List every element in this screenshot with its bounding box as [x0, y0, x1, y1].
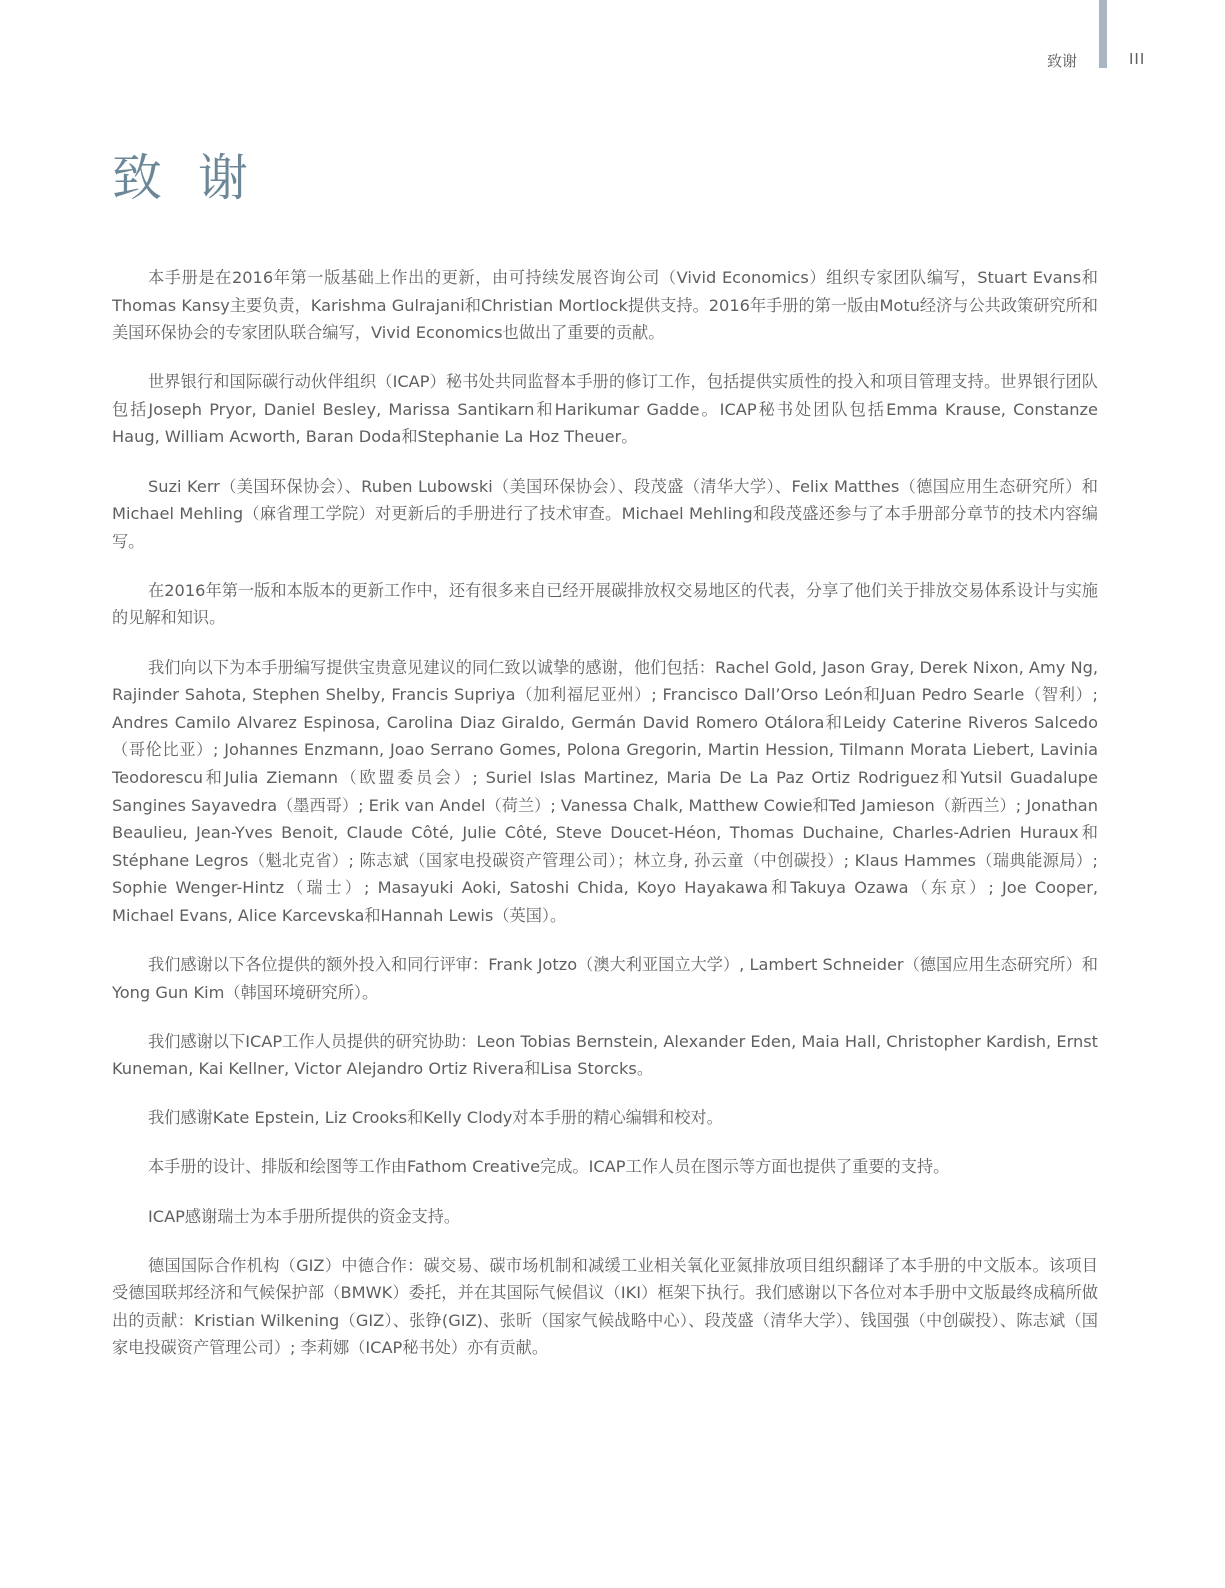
acknowledgements-body	[112, 264, 1098, 1384]
paragraph-design: 本手册的设计、排版和绘图等工作由Fathom Creative完成。ICAP工作人员在图示等方面也提供了重要的支持。	[148, 1157, 950, 1177]
paragraph-peer-review: 我们感谢以下各位提供的额外投入和同行评审：Frank Jotzo（澳大利亚国立大学）, Lambert Schneider（德国应用生态研究所）和Yong Gun Kim（韩国环境研究所）。	[112, 954, 1098, 1002]
paragraph-authors: 本手册是在2016年第一版基础上作出的更新，由可持续发展咨询公司（Vivid Economics）组织专家团队编写，Stuart Evans和Thomas Kansy主要负责，Karishma Gulrajani和Christian Mortlock提供支持。2016年手册的第一版由Motu经济与公共政策研究所和美国环保协会的专家团队联合编写，Vivid Economics也做出了重要的贡献。	[112, 268, 1098, 343]
paragraph-funding: ICAP感谢瑞士为本手册所提供的资金支持。	[148, 1206, 461, 1226]
running-header-section: 致谢	[1046, 52, 1077, 70]
paragraph-technical-review: Suzi Kerr（美国环保协会）、Ruben Lubowski（美国环保协会）、段茂盛（清华大学）、Felix Matthes（德国应用生态研究所）和Michael Mehling（麻省理工学院）对更新后的手册进行了技术审查。Michael Mehling和段茂盛还参与了本手册部分章节的技术内容编写。	[112, 476, 1098, 551]
paragraph-supervision: 世界银行和国际碳行动伙伴组织（ICAP）秘书处共同监督本手册的修订工作，包括提供实质性的投入和项目管理支持。世界银行团队包括Joseph Pryor, Daniel Besley, Marissa Santikarn和Harikumar Gadde。ICAP秘书处团队包括Emma Krause, Constanze Haug, William Acworth, Baran Doda和Stephanie La Hoz Theuer。	[112, 372, 1098, 447]
paragraph-contributors: 我们向以下为本手册编写提供宝贵意见建议的同仁致以诚挚的感谢，他们包括：Rachel Gold, Jason Gray, Derek Nixon, Amy Ng, Rajinder Sahota, Stephen Shelby, Francis Supriya（加利福尼亚州）; Francisco Dall’Orso León和Juan Pedro Searle（智利）; Andres Camilo Alvarez Espinosa, Carolina Diaz Giraldo, Germán David Romero Otálora和Leidy Caterine Riveros Salcedo（哥伦比亚）; Johannes Enzmann, Joao Serrano Gomes, Polona Gregorin, Martin Hession, Tilmann Morata Liebert, Lavinia Teodorescu和Julia Ziemann（欧盟委员会）; Suriel Islas Martinez, Maria De La Paz Ortiz Rodriguez和Yutsil Guadalupe Sangines Sayavedra（墨西哥）; Erik van Andel（荷兰）; Vanessa Chalk, Matthew Cowie和Ted Jamieson（新西兰）; Jonathan Beaulieu, Jean-Yves Benoit, Claude Côté, Julie Côté, Steve Doucet-Héon, Thomas Duchaine, Charles-Adrien Huraux和Stéphane Legros（魁北克省）; 陈志斌（国家电投碳资产管理公司）；林立身, 孙云童（中创碳投）; Klaus Hammes（瑞典能源局）; Sophie Wenger-Hintz（瑞士）; Masayuki Aoki, Satoshi Chida, Koyo Hayakawa和Takuya Ozawa（东京）; Joe Cooper, Michael Evans, Alice Karcevska和Hannah Lewis（英国）。	[112, 657, 1098, 925]
paragraph-translation: 德国国际合作机构（GIZ）中德合作：碳交易、碳市场机制和减缓工业相关氧化亚氮排放项目组织翻译了本手册的中文版本。该项目受德国联邦经济和气候保护部（BMWK）委托，并在其国际气候倡议（IKI）框架下执行。我们感谢以下各位对本手册中文版最终成稿所做出的贡献：Kristian Wilkening（GIZ）、张铮(GIZ)、张昕（国家气候战略中心）、段茂盛（清华大学）、钱国强（中创碳投）、陈志斌（国家电投碳资产管理公司）; 李莉娜（ICAP秘书处）亦有贡献。	[112, 1255, 1098, 1358]
paragraph-research-assistance: 我们感谢以下ICAP工作人员提供的研究协助：Leon Tobias Bernstein, Alexander Eden, Maia Hall, Christopher Kardish, Ernst Kuneman, Kai Kellner, Victor Alejandro Ortiz Rivera和Lisa Storcks。	[112, 1031, 1098, 1079]
paragraph-editing: 我们感谢Kate Epstein, Liz Crooks和Kelly Clody对本手册的精心编辑和校对。	[148, 1108, 723, 1128]
page-header	[0, 0, 1225, 80]
header-divider-bar	[1099, 0, 1107, 68]
paragraph-jurisdiction-reps: 在2016年第一版和本版本的更新工作中，还有很多来自已经开展碳排放权交易地区的代表，分享了他们关于排放交易体系设计与实施的见解和知识。	[112, 580, 1098, 628]
page-title: 致 谢	[112, 149, 258, 207]
page-number: III	[1129, 50, 1146, 68]
